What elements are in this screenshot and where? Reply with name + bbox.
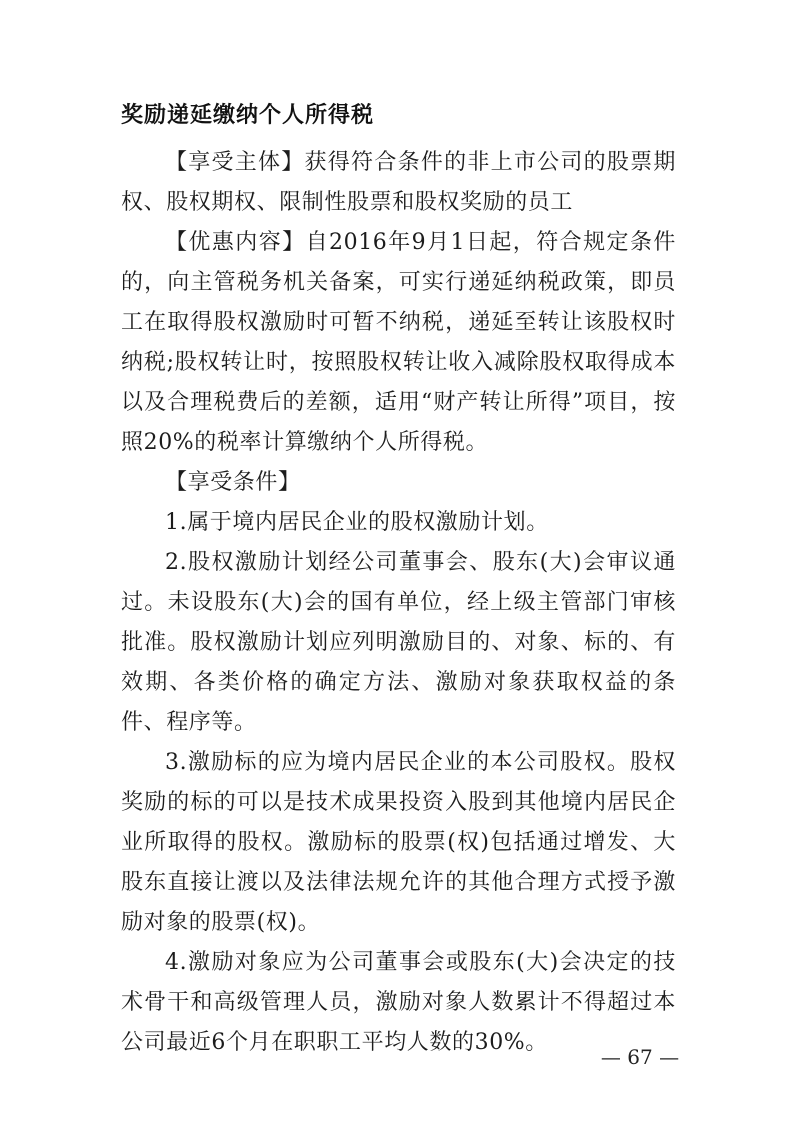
paragraph-conditions-heading: 【享受条件】 bbox=[165, 470, 301, 495]
paragraph-condition-1: 1.属于境内居民企业的股权激励计划。 bbox=[165, 510, 549, 535]
paragraph-condition-3: 3.激励标的应为境内居民企业的本公司股权。股权奖励的标的可以是技术成果投资入股到其他境内居民企业所取得的股权。激励标的股票(权)包括通过增发、大股东直接让渡以及法律法规允许的其他合理方式授予激励对象的股票(权)。 bbox=[121, 750, 676, 935]
section-body bbox=[121, 143, 676, 1063]
paragraph-eligible-subject: 【享受主体】获得符合条件的非上市公司的股票期权、股权期权、限制性股票和股权奖励的员工 bbox=[121, 150, 676, 215]
paragraph-condition-2: 2.股权激励计划经公司董事会、股东(大)会审议通过。未设股东(大)会的国有单位，经上级主管部门审核批准。股权激励计划应列明激励目的、对象、标的、有效期、各类价格的确定方法、激励对象获取权益的条件、程序等。 bbox=[121, 550, 676, 735]
paragraph-preferential-content: 【优惠内容】自2016年9月1日起，符合规定条件的，向主管税务机关备案，可实行递延纳税政策，即员工在取得股权激励时可暂不纳税，递延至转让该股权时纳税;股权转让时，按照股权转让收入减除股权取得成本以及合理税费后的差额，适用“财产转让所得”项目，按照20%的税率计算缴纳个人所得税。 bbox=[121, 230, 676, 455]
section-heading: 奖励递延缴纳个人所得税 bbox=[121, 103, 375, 128]
paragraph-condition-4: 4.激励对象应为公司董事会或股东(大)会决定的技术骨干和高级管理人员，激励对象人数累计不得超过本公司最近6个月在职职工平均人数的30%。 bbox=[121, 950, 676, 1055]
page-number: — 67 — bbox=[600, 1045, 680, 1069]
